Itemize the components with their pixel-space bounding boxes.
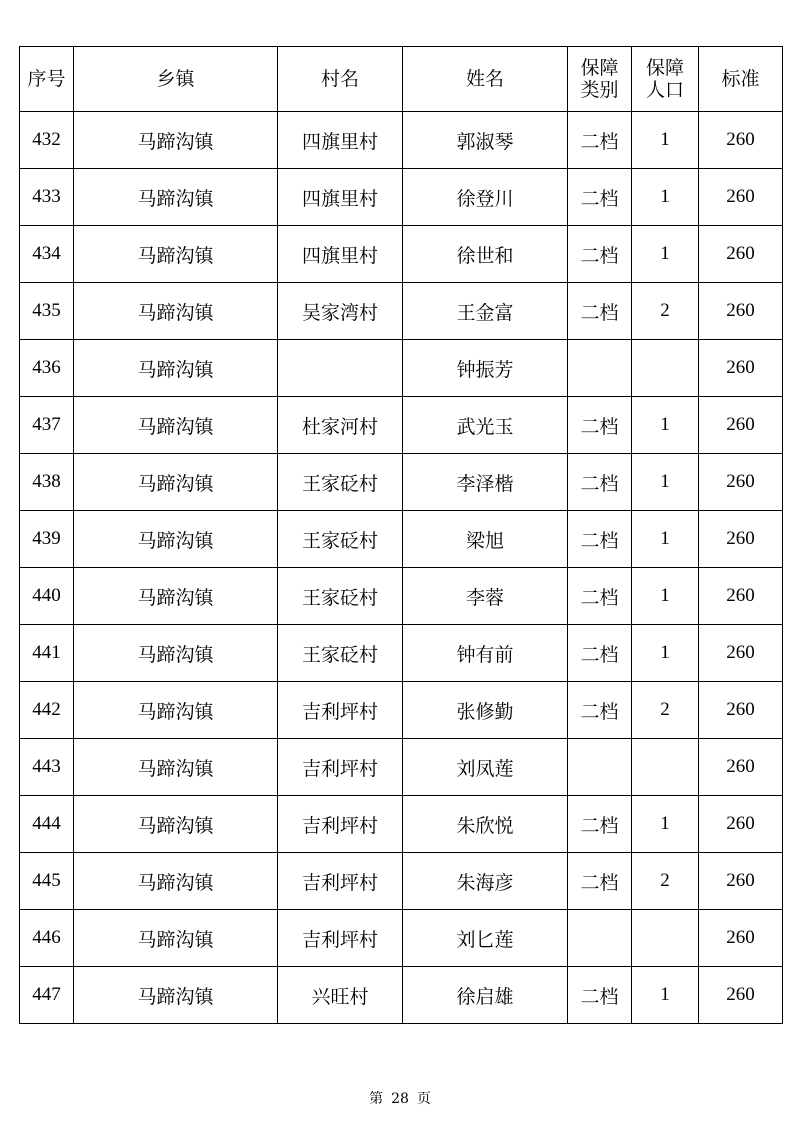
cell-standard: 260: [699, 340, 783, 397]
cell-village: 王家砭村: [278, 511, 403, 568]
cell-village: 吉利坪村: [278, 853, 403, 910]
cell-town: 马蹄沟镇: [74, 625, 278, 682]
table-row: [20, 910, 783, 967]
table-row: [20, 112, 783, 169]
header-name: 姓名: [403, 47, 568, 112]
table-row: [20, 568, 783, 625]
cell-town: 马蹄沟镇: [74, 739, 278, 796]
cell-village: 王家砭村: [278, 625, 403, 682]
cell-name: 朱海彦: [403, 853, 568, 910]
cell-standard: 260: [699, 682, 783, 739]
cell-category: 二档: [568, 568, 632, 625]
cell-standard: 260: [699, 511, 783, 568]
cell-village: 王家砭村: [278, 568, 403, 625]
cell-town: 马蹄沟镇: [74, 112, 278, 169]
cell-town: 马蹄沟镇: [74, 340, 278, 397]
header-population-line1: 保障: [645, 57, 684, 79]
cell-standard: 260: [699, 112, 783, 169]
cell-standard: 260: [699, 910, 783, 967]
cell-standard: 260: [699, 568, 783, 625]
footer-suffix: 页: [416, 1091, 431, 1107]
cell-population: 1: [632, 967, 699, 1024]
cell-seq: 438: [20, 454, 74, 511]
cell-category: 二档: [568, 967, 632, 1024]
header-town: 乡镇: [74, 47, 278, 112]
cell-population: 1: [632, 568, 699, 625]
footer-page-number: 28: [391, 1091, 409, 1107]
cell-standard: 260: [699, 739, 783, 796]
table-row: [20, 682, 783, 739]
footer-prefix: 第: [369, 1091, 384, 1107]
cell-town: 马蹄沟镇: [74, 226, 278, 283]
cell-name: 梁旭: [403, 511, 568, 568]
table-row: [20, 169, 783, 226]
table-row: [20, 397, 783, 454]
cell-population: 1: [632, 169, 699, 226]
cell-village: 吉利坪村: [278, 796, 403, 853]
table-row: [20, 226, 783, 283]
table-row: [20, 967, 783, 1024]
cell-population: 1: [632, 454, 699, 511]
cell-village: 杜家河村: [278, 397, 403, 454]
cell-village: 四旗里村: [278, 112, 403, 169]
cell-name: 郭淑琴: [403, 112, 568, 169]
cell-town: 马蹄沟镇: [74, 853, 278, 910]
cell-village: 王家砭村: [278, 454, 403, 511]
cell-seq: 437: [20, 397, 74, 454]
table-row: [20, 739, 783, 796]
cell-category: 二档: [568, 397, 632, 454]
cell-seq: 433: [20, 169, 74, 226]
cell-village: [278, 340, 403, 397]
cell-seq: 435: [20, 283, 74, 340]
cell-category: 二档: [568, 625, 632, 682]
cell-standard: 260: [699, 625, 783, 682]
cell-name: 李蓉: [403, 568, 568, 625]
cell-name: 徐启雄: [403, 967, 568, 1024]
document-page: [19, 46, 782, 1039]
cell-population: 2: [632, 682, 699, 739]
cell-name: 钟振芳: [403, 340, 568, 397]
cell-standard: 260: [699, 454, 783, 511]
table-row: [20, 625, 783, 682]
cell-population: [632, 739, 699, 796]
cell-village: 吉利坪村: [278, 739, 403, 796]
cell-category: [568, 910, 632, 967]
cell-standard: 260: [699, 226, 783, 283]
cell-name: 王金富: [403, 283, 568, 340]
cell-town: 马蹄沟镇: [74, 796, 278, 853]
cell-village: 四旗里村: [278, 226, 403, 283]
header-standard: 标准: [699, 47, 783, 112]
table-row: [20, 340, 783, 397]
cell-village: 吉利坪村: [278, 910, 403, 967]
cell-name: 刘匕莲: [403, 910, 568, 967]
header-category-line1: 保障: [580, 57, 619, 79]
cell-name: 刘凤莲: [403, 739, 568, 796]
cell-standard: 260: [699, 397, 783, 454]
cell-category: 二档: [568, 853, 632, 910]
table-row: [20, 853, 783, 910]
cell-seq: 443: [20, 739, 74, 796]
cell-seq: 441: [20, 625, 74, 682]
cell-category: 二档: [568, 226, 632, 283]
header-population-line2: 人口: [645, 79, 684, 101]
table-body: [20, 112, 783, 1024]
cell-population: 2: [632, 853, 699, 910]
cell-town: 马蹄沟镇: [74, 910, 278, 967]
table-row: [20, 283, 783, 340]
cell-standard: 260: [699, 796, 783, 853]
cell-seq: 432: [20, 112, 74, 169]
cell-standard: 260: [699, 967, 783, 1024]
cell-village: 兴旺村: [278, 967, 403, 1024]
cell-category: 二档: [568, 682, 632, 739]
cell-name: 武光玉: [403, 397, 568, 454]
cell-population: 2: [632, 283, 699, 340]
cell-category: 二档: [568, 169, 632, 226]
cell-town: 马蹄沟镇: [74, 511, 278, 568]
cell-standard: 260: [699, 853, 783, 910]
header-category: [568, 47, 632, 112]
cell-village: 吉利坪村: [278, 682, 403, 739]
cell-population: 1: [632, 511, 699, 568]
cell-category: 二档: [568, 454, 632, 511]
cell-seq: 444: [20, 796, 74, 853]
cell-name: 张修勤: [403, 682, 568, 739]
cell-seq: 446: [20, 910, 74, 967]
cell-name: 徐登川: [403, 169, 568, 226]
cell-category: 二档: [568, 796, 632, 853]
roster-table: [19, 46, 783, 1024]
cell-population: 1: [632, 625, 699, 682]
cell-town: 马蹄沟镇: [74, 169, 278, 226]
table-row: [20, 796, 783, 853]
cell-town: 马蹄沟镇: [74, 682, 278, 739]
cell-seq: 447: [20, 967, 74, 1024]
cell-category: 二档: [568, 283, 632, 340]
header-category-line2: 类别: [580, 79, 619, 101]
cell-name: 朱欣悦: [403, 796, 568, 853]
cell-category: 二档: [568, 112, 632, 169]
cell-population: 1: [632, 226, 699, 283]
cell-standard: 260: [699, 169, 783, 226]
cell-village: 吴家湾村: [278, 283, 403, 340]
cell-seq: 436: [20, 340, 74, 397]
cell-population: 1: [632, 112, 699, 169]
header-village: 村名: [278, 47, 403, 112]
table-header-row: [20, 47, 783, 112]
cell-seq: 445: [20, 853, 74, 910]
cell-category: 二档: [568, 511, 632, 568]
cell-population: [632, 910, 699, 967]
page-footer: [0, 1088, 800, 1108]
cell-town: 马蹄沟镇: [74, 967, 278, 1024]
cell-name: 钟有前: [403, 625, 568, 682]
cell-category: [568, 739, 632, 796]
cell-population: 1: [632, 397, 699, 454]
table-row: [20, 454, 783, 511]
cell-town: 马蹄沟镇: [74, 283, 278, 340]
cell-seq: 439: [20, 511, 74, 568]
cell-standard: 260: [699, 283, 783, 340]
cell-town: 马蹄沟镇: [74, 454, 278, 511]
cell-town: 马蹄沟镇: [74, 568, 278, 625]
cell-category: [568, 340, 632, 397]
cell-seq: 440: [20, 568, 74, 625]
cell-town: 马蹄沟镇: [74, 397, 278, 454]
cell-seq: 442: [20, 682, 74, 739]
cell-population: [632, 340, 699, 397]
cell-population: 1: [632, 796, 699, 853]
cell-village: 四旗里村: [278, 169, 403, 226]
header-seq: 序号: [20, 47, 74, 112]
cell-name: 李泽楷: [403, 454, 568, 511]
cell-name: 徐世和: [403, 226, 568, 283]
cell-seq: 434: [20, 226, 74, 283]
header-population: [632, 47, 699, 112]
table-row: [20, 511, 783, 568]
